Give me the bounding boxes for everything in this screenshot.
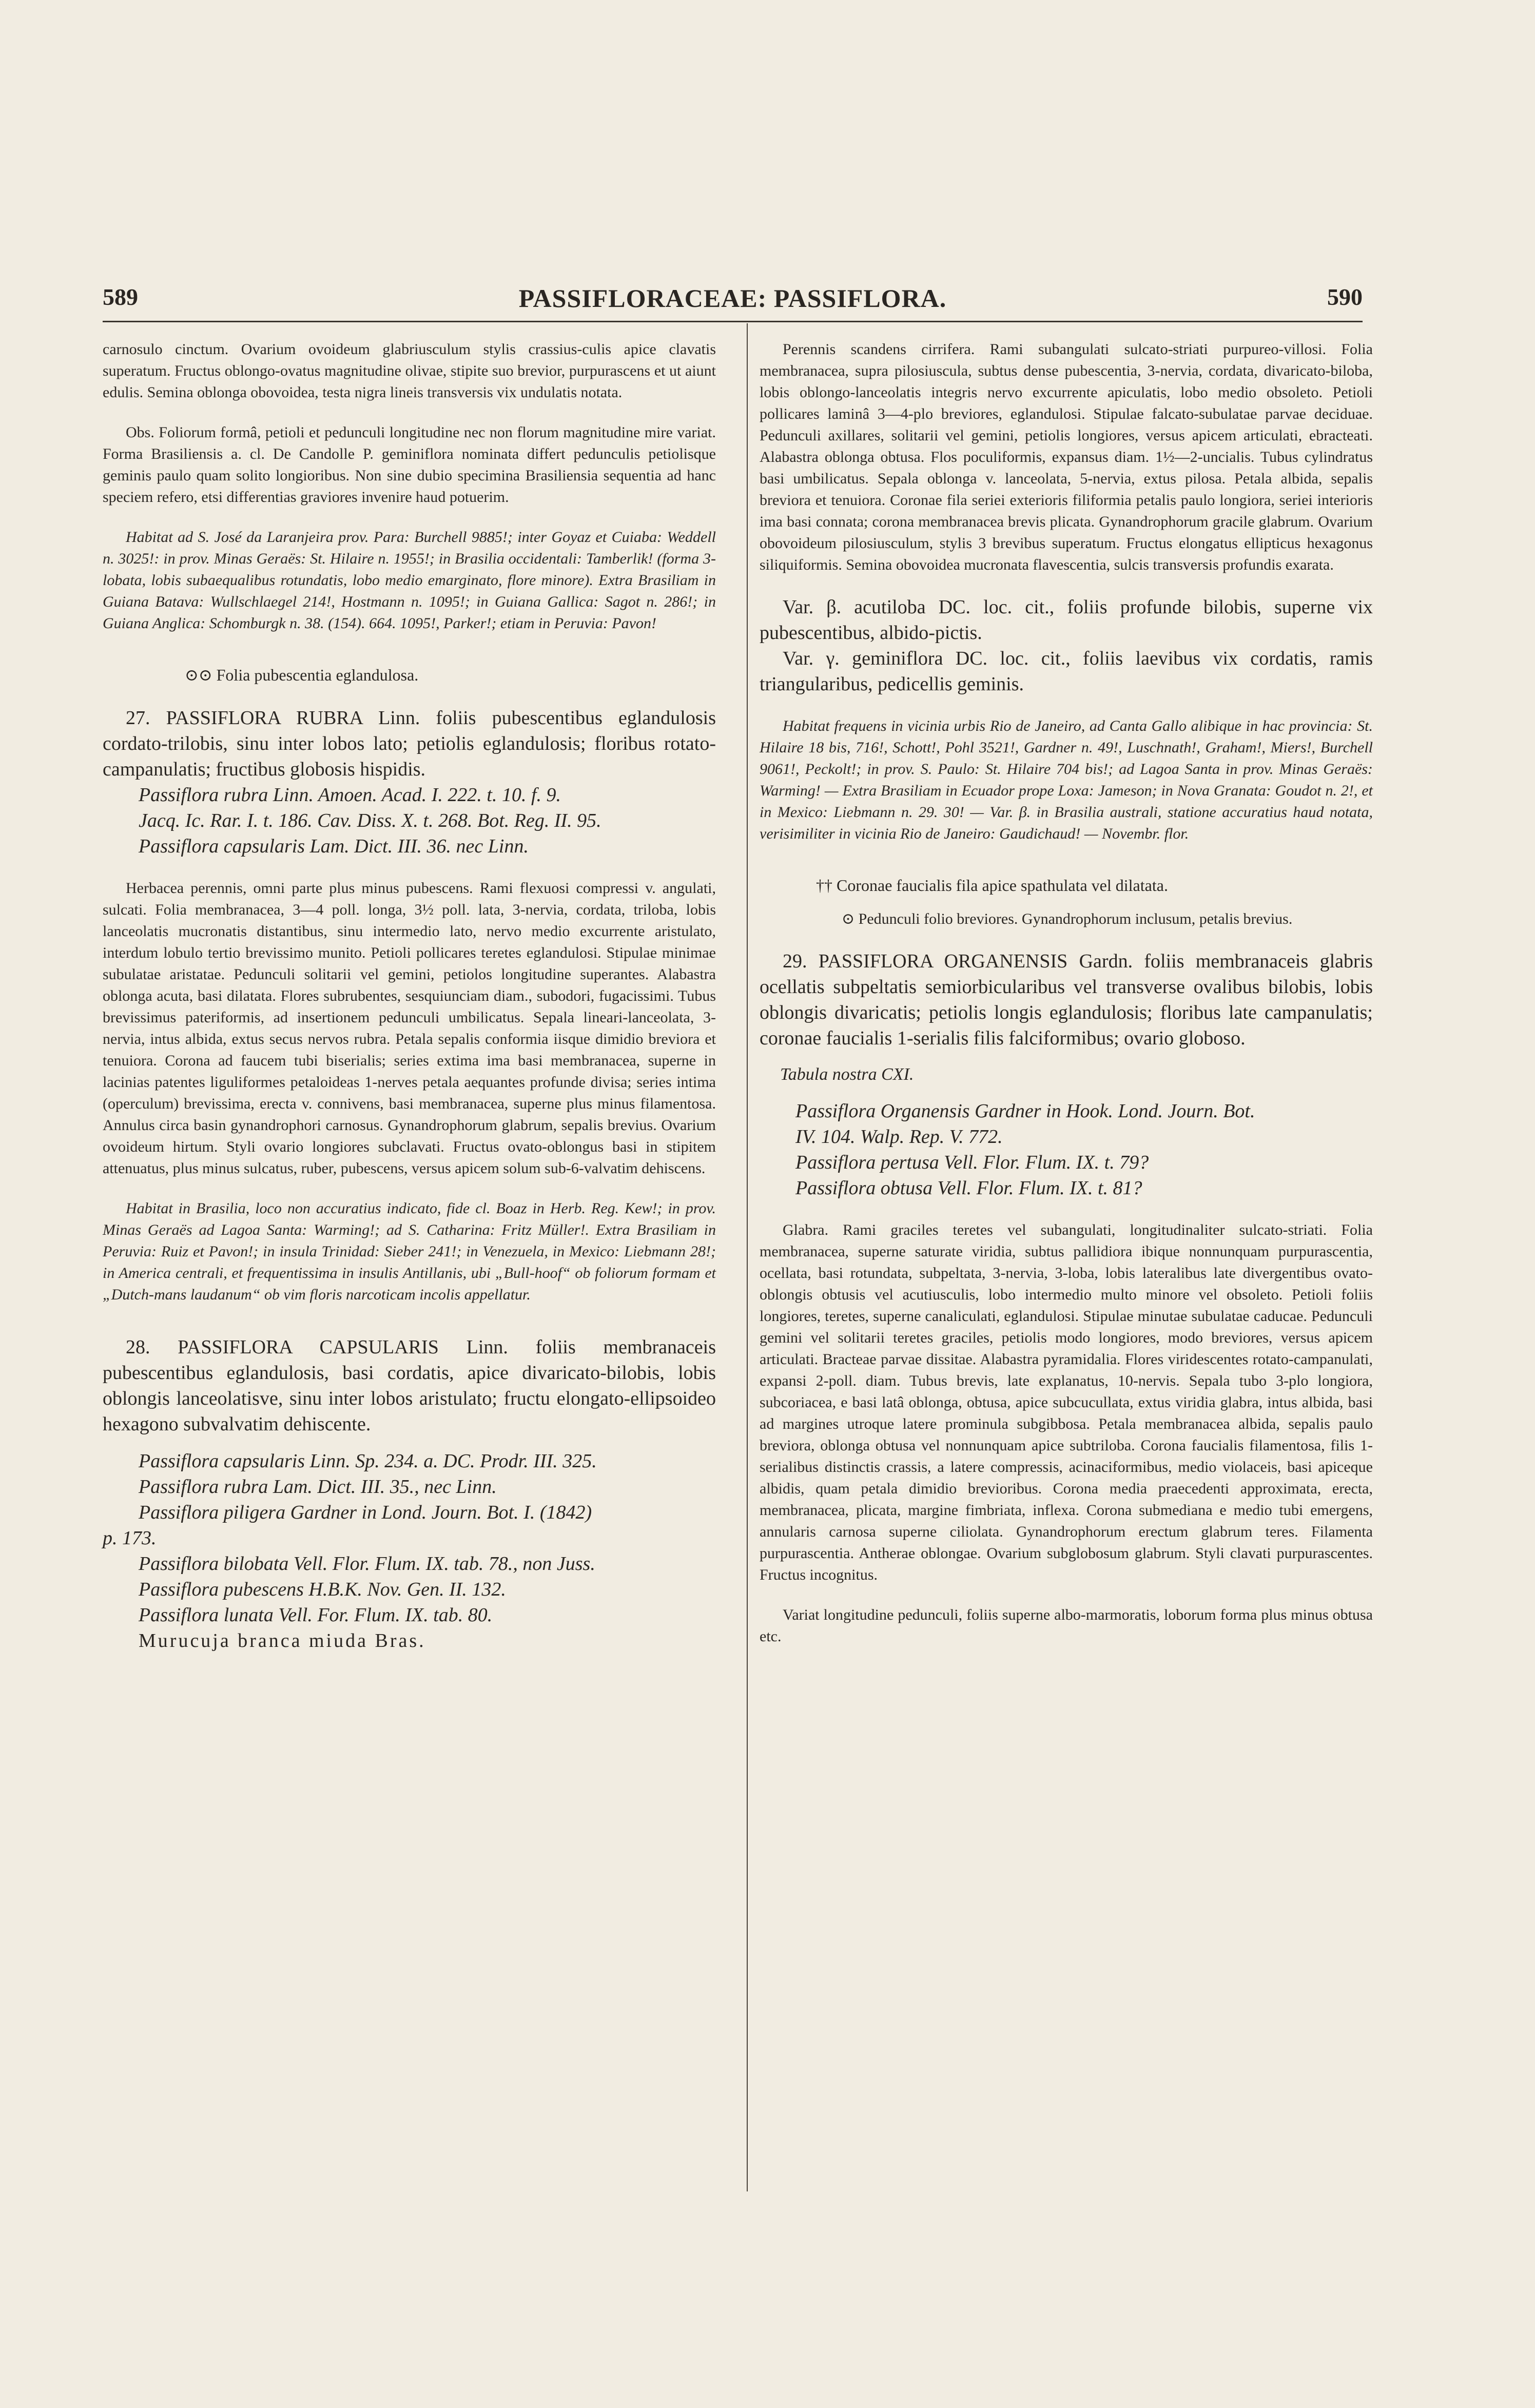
header-rule [103,321,1363,322]
key-heading-pedunculi: ⊙ Pedunculi folio breviores. Gynandrophorum inclusum, petalis brevius. [842,910,1293,927]
key-heading-folia-pubescentia: ⊙⊙ Folia pubescentia eglandulosa. [185,666,419,684]
synonym-line: Jacq. Ic. Rar. I. t. 186. Cav. Diss. X. t. 268. Bot. Reg. II. 95. [139,810,601,831]
synonym-line: Passiflora capsularis Linn. Sp. 234. a. DC. Prodr. III. 325. [139,1450,597,1472]
page-number-right: 590 [1327,284,1363,310]
column-divider [747,323,748,2191]
vernacular-name: Murucuja branca miuda Bras. [139,1630,426,1652]
synonym-line: Passiflora lunata Vell. For. Flum. IX. tab. 80. [139,1604,493,1626]
synonym-line: Passiflora pubescens H.B.K. Nov. Gen. II. 132. [139,1579,506,1600]
synonym-line: IV. 104. Walp. Rep. V. 772. [795,1126,1003,1148]
habitat-paragraph: Habitat ad S. José da Laranjeira prov. Para: Burchell 9885!; inter Goyaz et Cuiaba: Weddell n. 3025!: in prov. Minas Geraës: St. Hilaire n. 1955!; in Brasilia occidentali: Tamberlik! (forma 3-lobata, lobis subaequalibus rotundatis, lobo medio emarginato, flore minore). Extra Brasiliam in Guiana Batava: Wullschlaegel 214!, Hostmann n. 1095!; in Guiana Gallica: Sagot n. 286!; in Guiana Anglica: Schomburgk n. 38. (154). 664. 1095!, Parker!; etiam in Peruvia: Pavon! [103,529,716,632]
plate-reference: Tabula nostra CXI. [780,1065,914,1084]
variety-gamma: Var. γ. geminiflora DC. loc. cit., foliis laevibus vix cordatis, ramis triangularibus, pedicellis geminis. [760,648,1373,695]
observation-paragraph: Obs. Foliorum formâ, petioli et pedunculi longitudine nec non florum magnitudine mire variat. Forma Brasiliensis a. cl. De Candolle P. geminiflora nominata differt pedunculis petiolisque geminis paulo quam solito longioribus. Non sine dubio specimina Brasiliensia sequentia ad hanc speciem refero, etsi differentias graviores invenire haud potuerim. [103,424,716,506]
synonym-line: Passiflora capsularis Lam. Dict. III. 36. nec Linn. [139,836,529,857]
species-29-diagnosis: 29. PASSIFLORA ORGANENSIS Gardn. foliis membranaceis glabris ocellatis subpeltatis semiorbicularibus vel transverse ovalibus bilobis, lobis oblongis divaricatis; petiolis longis eglandulosis; floribus late campanulatis; coronae faucialis 1-serialis filis falciformibus; ovario globoso. [760,950,1373,1049]
species-27-diagnosis: 27. PASSIFLORA RUBRA Linn. foliis pubescentibus eglandulosis cordato-trilobis, sinu inter lobos lato; petiolis eglandulosis; floribus rotato-campanulatis; fructibus globosis hispidis. [103,707,716,780]
description-continued: carnosulo cinctum. Ovarium ovoideum glabriusculum stylis crassius-culis apice clavatis superatum. Fructus oblongo-ovatus magnitudine olivae, stipite suo brevior, purpurascens et ut aiunt edulis. Semina oblonga obovoidea, testa nigra lineis transversis vix undulatis notata. [103,341,716,401]
species-28-synonyms [103,1448,716,1654]
right-column [760,339,1373,1647]
species-29-description: Glabra. Rami graciles teretes vel subangulati, longitudinaliter sulcato-striati. Folia membranacea, superne saturate viridia, subtus pallidiora ibique nonnunquam purpurascentia, ocellata, basi rotundata, subpeltata, 3-nervia, 3-loba, lobis lateralibus late divergentibus ovato-oblongis obtusis vel acutiusculis, lobo intermedio multo minore vel obsoleto. Petioli foliis longiores, teretes, superne canaliculati, eglandulosi. Stipulae minutae subulatae caducae. Pedunculi gemini vel solitarii teretes graciles, petiolis modo longiores, modo breviores, versus apicem articulati. Bracteae parvae dissitae. Alabastra pyramidalia. Flores viridescentes rotato-campanulati, expansi 2-poll. diam. Tubus brevis, late explanatus, 10-nervis. Sepala tubo 3-plo longiora, subcoriacea, e basi latâ oblonga, obtusa, apice subcucullata, extus viridia glabra, intus albida, basi ad margines utroque latere prominula subgibbosa. Petala membranacea albida, sepalis paulo breviora, oblonga obtusa vel nonnunquam apice subtriloba. Corona faucialis filamentosa, filis 1-serialibus distinctis crassis, a latere compressis, acinaciformibus, medio violaceis, basi apiceque albidis, quam petala dimidio brevioribus. Corona media praecedenti approximata, erecta, membranacea, plicata, margine fimbriata, inflexa. Corona submediana e medio tubi emergens, annularis carnosa superne ciliolata. Gynandrophorum erectum glabrum teres. Filamenta purpurascentia. Antherae oblongae. Ovarium subglobosum glabrum. Styli clavati purpurascentes. Fructus incognitus. [760,1221,1373,1583]
synonym-line: Passiflora rubra Linn. Amoen. Acad. I. 222. t. 10. f. 9. [139,784,561,806]
key-heading-coronae-faucialis: †† Coronae faucialis fila apice spathulata vel dilatata. [816,876,1168,895]
synonym-line: Passiflora pertusa Vell. Flor. Flum. IX. t. 79? [795,1152,1149,1173]
species-28-diagnosis: 28. PASSIFLORA CAPSULARIS Linn. foliis membranaceis pubescentibus eglandulosis, basi cordatis, apice divaricato-bilobis, lobis oblongis lanceolatisve, sinu inter lobos aristulato; fructu elongato-ellipsoideo hexagono subvalvatim dehiscente. [103,1336,716,1435]
running-head: PASSIFLORACEAE: PASSIFLORA. [518,284,947,313]
synonym-line: Passiflora obtusa Vell. Flor. Flum. IX. t. 81? [795,1177,1142,1199]
left-column [103,339,716,1654]
variety-beta: Var. β. acutiloba DC. loc. cit., foliis profunde bilobis, superne vix pubescentibus, albido-pictis. [760,596,1373,644]
page-header [103,283,1363,319]
species-27-description: Herbacea perennis, omni parte plus minus pubescens. Rami flexuosi compressi v. angulati, sulcati. Folia membranacea, 3—4 poll. longa, 3½ poll. lata, 3-nervia, cordata, triloba, lobis lanceolatis mucronatis distantibus, sinu intermedio lato, nervo medio excurrente aristulato, interdum lobulo tertio brevissimo munito. Petioli pollicares teretes eglandulosi. Stipulae minimae subulatae aristatae. Pedunculi solitarii vel gemini, petiolos longitudine superantes. Alabastra oblonga acuta, basi dilatata. Flores subrubentes, sesquiunciam diam., subodori, fugacissimi. Tubus brevissimus pateriformis, ad insertionem pedunculi umbilicatus. Sepala lineari-lanceolata, 3-nervia, intus albida, extus secus nervos rubra. Petala sepalis conformia iisque dimidio breviora et tenuiora. Corona ad faucem tubi biserialis; series extima ima basi membranacea, superne in lacinias patentes liguliformes petaloideas 1-nerves petala aequantes profunde divisa; series intima (operculum) brevissima, erecta v. connivens, basi membranacea, superne plus minus filamentosa. Annulus circa basin gynandrophori carnosus. Gynandrophorum glabrum, sepalis brevius. Ovarium ovoideum hirtum. Styli ovario longiores subclavati. Fructus ovato-oblongus basi in stipitem attenuatus, plus minus sulcatus, ruber, pubescens, versus apicem solum sub-6-valvatim dehiscens. [103,880,716,1177]
page-number-left: 589 [103,284,138,310]
synonym-line: Passiflora rubra Lam. Dict. III. 35., nec Linn. [139,1476,497,1498]
synonym-line: Passiflora Organensis Gardner in Hook. Lond. Journ. Bot. [795,1100,1255,1122]
species-27-habitat: Habitat in Brasilia, loco non accuratius indicato, fide cl. Boaz in Herb. Reg. Kew!; in prov. Minas Geraës ad Lagoa Santa: Warming!; ad S. Catharina: Fritz Müller!. Extra Brasiliam in Peruvia: Ruiz et Pavon!; in insula Trinidad: Sieber 241!; in Venezuela, in Mexico: Liebmann 28!; in America centrali, et frequentissima in insulis Antillanis, ubi „Bull-hoof“ ob foliorum formam et „Dutch-mans laudanum“ ob vim floris narcoticam incolis appellatur. [103,1200,716,1303]
synonym-line: p. 173. [103,1527,157,1549]
species-29-variation: Variat longitudine pedunculi, foliis superne albo-marmoratis, loborum forma plus minus obtusa etc. [760,1606,1373,1645]
species-29-synonyms [760,1098,1373,1201]
species-28-description: Perennis scandens cirrifera. Rami subangulati sulcato-striati purpureo-villosi. Folia membranacea, supra pilosiuscula, subtus dense pubescentia, 3-nervia, cordata, divaricato-biloba, lobis oblongo-lanceolatis integris nervo excurrente apiculatis, lobo medio obsoleto. Petioli pollicares laminâ 3—4-plo breviores, eglandulosi. Stipulae falcato-subulatae parvae deciduae. Pedunculi axillares, solitarii vel gemini, petiolis longiores, versus apicem articulati, ebracteati. Alabastra oblonga obtusa. Flos poculiformis, expansus diam. 1½—2-uncialis. Tubus cylindratus basi umbilicatus. Sepala oblonga v. lanceolata, 5-nervia, extus pilosa. Petala albida, sepalis breviora et tenuiora. Coronae fila seriei exterioris filiformia petalis paulo longiora, seriei interioris ima basi connata; corona membranacea brevis plicata. Gynandrophorum gracile glabrum. Ovarium obovoideum pilosiusculum, stylis 3 brevibus superatum. Fructus elongatus ellipticus hexagonus siliquiformis. Semina obovoidea mucronata flavescentia, sulcis transversis profundis exarata. [760,341,1373,573]
species-28-habitat: Habitat frequens in vicinia urbis Rio de Janeiro, ad Canta Gallo alibique in hac provincia: St. Hilaire 18 bis, 716!, Schott!, Pohl 3521!, Gardner n. 49!, Luschnath!, Graham!, Miers!, Burchell 9061!, Peckolt!; in prov. S. Paulo: St. Hilaire 704 bis!; ad Lagoa Santa in prov. Minas Geraës: Warming! — Extra Brasiliam in Ecuador prope Loxa: Jameson; in Nova Granata: Goudot n. 2!, et in Mexico: Liebmann n. 29. 30! — Var. β. in Brasilia australi, statione accuratius haud notata, verisimiliter in vicinia Rio de Janeiro: Gaudichaud! — Novembr. flor. [760,717,1373,842]
species-27-synonyms [103,782,716,859]
synonym-line: Passiflora piligera Gardner in Lond. Journ. Bot. I. (1842) [139,1502,592,1523]
synonym-line: Passiflora bilobata Vell. Flor. Flum. IX. tab. 78., non Juss. [139,1553,595,1575]
